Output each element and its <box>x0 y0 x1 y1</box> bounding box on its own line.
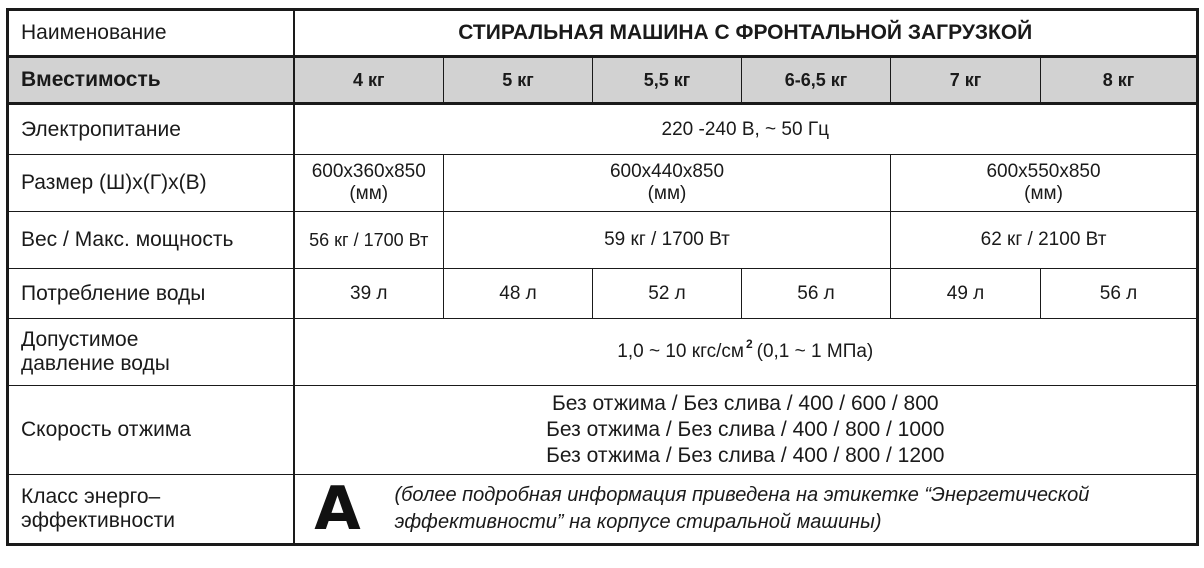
size-dims: 600x440x850 <box>609 161 725 182</box>
water-consumption-label: Потребление воды <box>8 269 294 319</box>
energy-class-value <box>294 475 1198 545</box>
weight-power-label: Вес / Макс. мощность <box>8 212 294 269</box>
spin-speed-value <box>294 386 1198 475</box>
pressure-value-mpa: (0,1 ~ 1 МПа) <box>756 340 874 362</box>
capacity-cell: 5,5 кг <box>593 57 742 104</box>
spin-speed-line: Без отжима / Без слива / 400 / 600 / 800 <box>551 392 939 415</box>
capacity-cell: 4 кг <box>294 57 444 104</box>
power-supply-label: Электропитание <box>8 104 294 155</box>
size-cell <box>444 155 891 212</box>
power-supply-row <box>8 104 1198 155</box>
water-consumption-cell: 49 л <box>891 269 1041 319</box>
water-pressure-row <box>8 319 1198 386</box>
size-label: Размер (Ш)х(Г)х(В) <box>8 155 294 212</box>
water-consumption-cell: 56 л <box>1041 269 1198 319</box>
energy-class-note <box>381 482 1090 536</box>
spin-speed-line: Без отжима / Без слива / 400 / 800 / 1200 <box>546 444 945 467</box>
energy-class-label <box>8 475 294 545</box>
water-consumption-row <box>8 269 1198 319</box>
size-dims: 600x550x850 <box>986 161 1101 182</box>
weight-power-cell: 62 кг / 2100 Вт <box>891 212 1198 269</box>
capacity-row <box>8 57 1198 104</box>
spin-speed-line: Без отжима / Без слива / 400 / 800 / 1000 <box>546 418 945 441</box>
size-cell <box>891 155 1198 212</box>
spin-speed-row <box>8 386 1198 475</box>
energy-class-label-line: Класс энерго– <box>21 485 161 508</box>
size-unit: (мм) <box>1024 183 1063 204</box>
weight-power-cell: 59 кг / 1700 Вт <box>444 212 891 269</box>
spin-speed-label: Скорость отжима <box>8 386 294 475</box>
water-pressure-label <box>8 319 294 386</box>
pressure-superscript: 2 <box>745 336 753 351</box>
capacity-cell: 5 кг <box>444 57 593 104</box>
water-consumption-cell: 39 л <box>294 269 444 319</box>
size-row <box>8 155 1198 212</box>
capacity-cell: 8 кг <box>1041 57 1198 104</box>
weight-power-cell: 56 кг / 1700 Вт <box>294 212 444 269</box>
size-unit: (мм) <box>349 183 389 204</box>
energy-class-content <box>295 475 1197 543</box>
water-consumption-cell: 48 л <box>444 269 593 319</box>
capacity-cell: 7 кг <box>891 57 1041 104</box>
energy-class-row <box>8 475 1198 545</box>
water-pressure-value <box>294 319 1198 386</box>
water-consumption-cell: 56 л <box>742 269 891 319</box>
header-row <box>8 10 1198 57</box>
power-supply-value: 220 -240 В, ~ 50 Гц <box>294 104 1198 155</box>
water-pressure-label-line: Допустимое <box>21 328 139 351</box>
pressure-value-main: 1,0 ~ 10 кгс/см <box>617 340 744 362</box>
size-cell <box>294 155 444 212</box>
size-dims: 600x360x850 <box>311 161 426 182</box>
capacity-cell: 6-6,5 кг <box>742 57 891 104</box>
energy-note-line: (более подробная информация приведена на этикетке “Энергетической <box>394 484 1090 506</box>
energy-class-letter: A <box>314 474 361 544</box>
capacity-label: Вместимость <box>8 57 294 104</box>
weight-power-row <box>8 212 1198 269</box>
spec-table <box>6 8 1199 546</box>
energy-note-line: эффективности” на корпусе стиральной машины) <box>394 511 882 533</box>
size-unit: (мм) <box>647 183 687 204</box>
header-label: Наименование <box>8 10 294 57</box>
energy-class-label-line: эффективности <box>21 509 176 532</box>
water-pressure-label-line: давление воды <box>21 352 170 375</box>
water-consumption-cell: 52 л <box>593 269 742 319</box>
product-title: СТИРАЛЬНАЯ МАШИНА С ФРОНТАЛЬНОЙ ЗАГРУЗКОЙ <box>294 10 1198 57</box>
